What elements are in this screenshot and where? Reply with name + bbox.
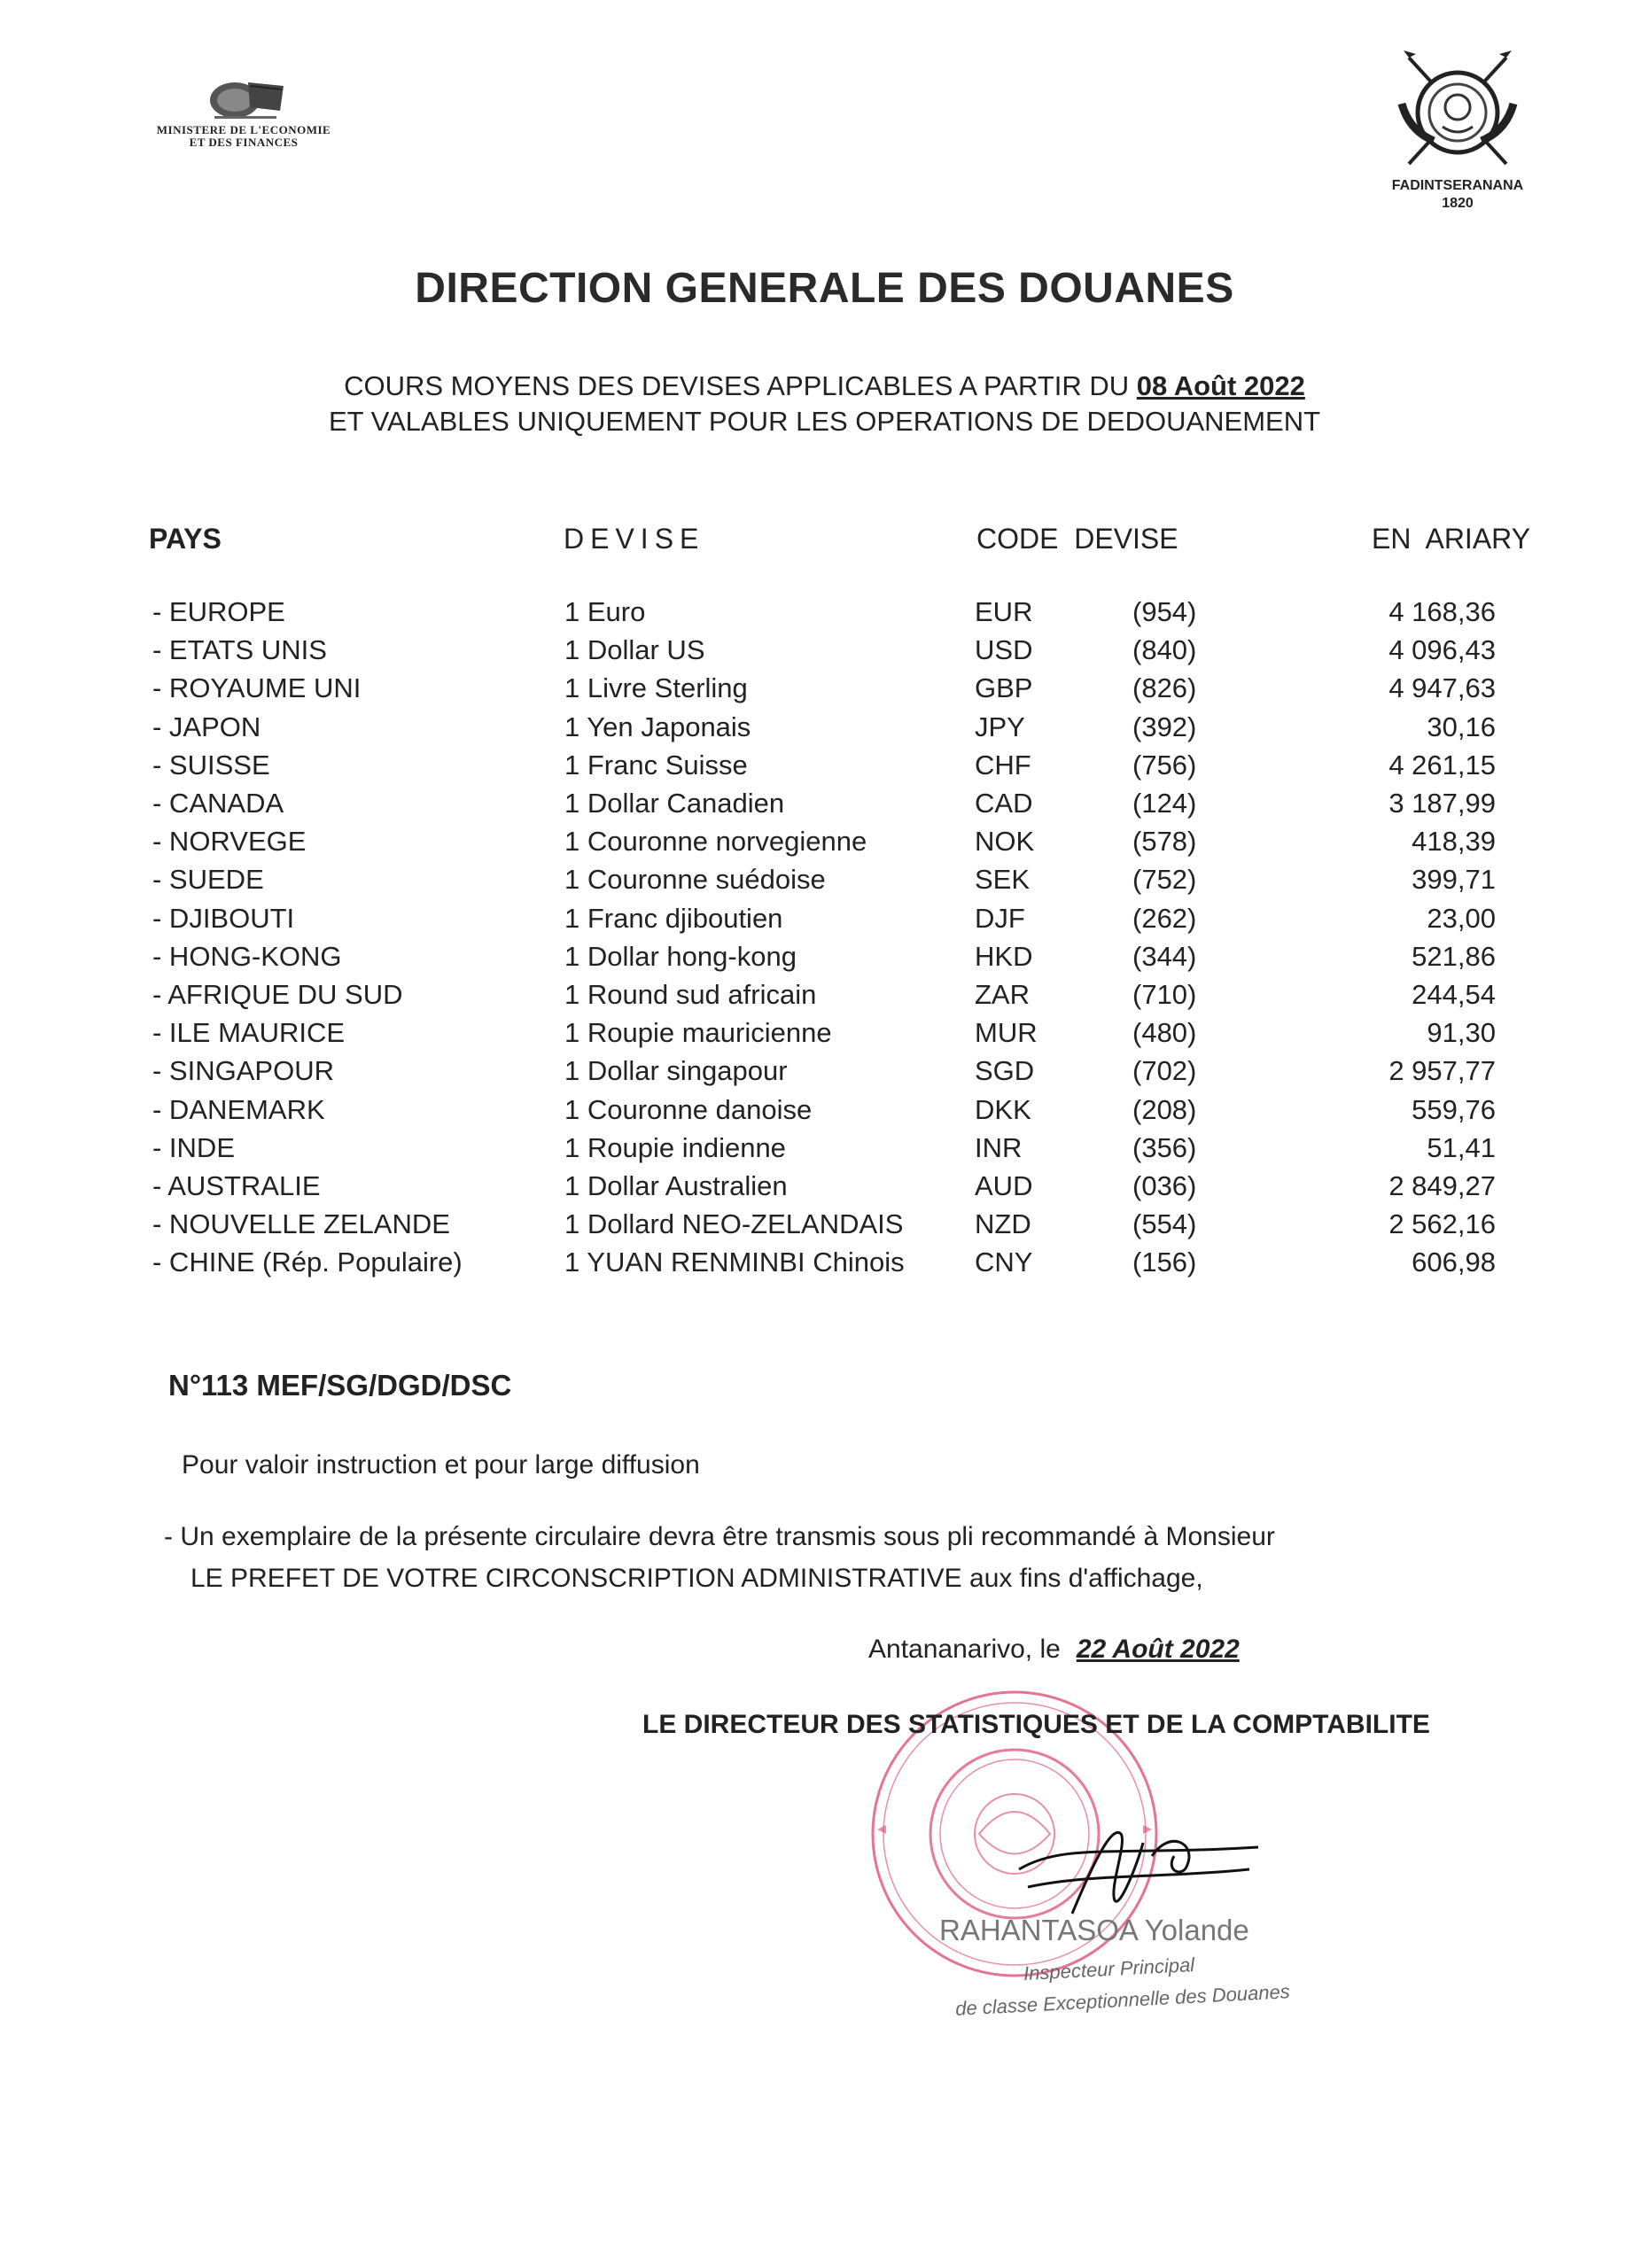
row-country: - AUSTRALIE — [152, 1170, 321, 1201]
subtitle-line-1 — [0, 370, 1649, 402]
row-code: DKK — [975, 1093, 1031, 1125]
row-currency: 1 Dollar Canadien — [564, 788, 785, 819]
row-country: - NORVEGE — [152, 826, 307, 858]
row-code: CAD — [975, 788, 1033, 819]
row-country: - EUROPE — [152, 596, 285, 627]
table-row — [0, 941, 1649, 979]
row-country: - NOUVELLE ZELANDE — [152, 1208, 450, 1240]
column-header-rate: EN ARIARY — [1372, 523, 1531, 555]
table-row — [0, 1094, 1649, 1132]
row-currency: 1 Couronne danoise — [564, 1093, 813, 1125]
row-numeric-code: (124) — [1132, 788, 1197, 819]
row-numeric-code: (262) — [1132, 902, 1197, 934]
row-numeric-code: (156) — [1132, 1247, 1197, 1278]
copy-notice-line-2: LE PREFET DE VOTRE CIRCONSCRIPTION ADMINISTRATIVE aux fins d'affichage, — [191, 1564, 1203, 1593]
column-header-country: PAYS — [149, 523, 222, 555]
table-row — [0, 1132, 1649, 1170]
signatory-role: Inspecteur Principal — [1023, 1953, 1195, 1985]
row-country: - AFRIQUE DU SUD — [152, 979, 403, 1010]
subtitle-prefix: COURS MOYENS DES DEVISES APPLICABLES A PARTIR DU — [344, 370, 1137, 401]
row-numeric-code: (752) — [1132, 864, 1197, 896]
row-numeric-code: (036) — [1132, 1170, 1197, 1201]
ministry-logo — [137, 66, 350, 149]
row-country: - SUEDE — [152, 864, 264, 896]
row-country: - SINGAPOUR — [152, 1055, 334, 1087]
row-country: - DANEMARK — [152, 1093, 325, 1125]
row-country: - CANADA — [152, 788, 284, 819]
row-currency: 1 Roupie mauricienne — [564, 1017, 832, 1049]
row-country: - ILE MAURICE — [152, 1017, 346, 1049]
instruction-text: Pour valoir instruction et pour large diffusion — [182, 1450, 700, 1480]
row-country: - INDE — [152, 1131, 235, 1163]
row-code: GBP — [975, 672, 1033, 704]
row-rate: 30,16 — [1427, 711, 1496, 742]
row-code: INR — [975, 1131, 1023, 1163]
table-row — [0, 1055, 1649, 1093]
place-and-date — [868, 1635, 1240, 1665]
row-rate: 418,39 — [1412, 826, 1496, 858]
row-code: JPY — [975, 711, 1025, 742]
row-currency: 1 Franc djiboutien — [564, 902, 783, 934]
row-rate: 2 957,77 — [1388, 1055, 1496, 1087]
row-rate: 4 168,36 — [1388, 596, 1496, 627]
signatory-grade: de classe Exceptionnelle des Douanes — [954, 1980, 1291, 2020]
page-title: DIRECTION GENERALE DES DOUANES — [415, 265, 1234, 312]
table-row — [0, 711, 1649, 750]
row-currency: 1 Couronne suédoise — [564, 864, 826, 896]
row-rate: 521,86 — [1412, 940, 1496, 972]
place: Antananarivo, le — [868, 1635, 1061, 1664]
row-currency: 1 Dollar hong-kong — [564, 940, 797, 972]
row-rate: 4 261,15 — [1388, 749, 1496, 781]
row-code: MUR — [975, 1017, 1038, 1049]
row-numeric-code: (756) — [1132, 749, 1197, 781]
row-code: DJF — [975, 902, 1025, 934]
table-row — [0, 672, 1649, 711]
row-code: AUD — [975, 1170, 1033, 1201]
table-row — [0, 979, 1649, 1017]
row-rate: 4 096,43 — [1388, 634, 1496, 666]
row-rate: 2 849,27 — [1388, 1170, 1496, 1201]
row-country: - CHINE (Rép. Populaire) — [152, 1247, 463, 1278]
copy-notice-line-1: - Un exemplaire de la présente circulaire devra être transmis sous pli recommandé à Monsieur — [164, 1522, 1275, 1551]
signature-date: 22 Août 2022 — [1076, 1635, 1240, 1664]
column-header-currency: DEVISE — [564, 523, 705, 555]
signatory-name: RAHANTASOA Yolande — [939, 1914, 1249, 1946]
row-numeric-code: (840) — [1132, 634, 1197, 666]
table-row — [0, 1208, 1649, 1247]
row-numeric-code: (554) — [1132, 1208, 1197, 1240]
row-currency: 1 Franc Suisse — [564, 749, 748, 781]
signatory-title: LE DIRECTEUR DES STATISTIQUES ET DE LA COMPTABILITE — [642, 1710, 1430, 1739]
table-row — [0, 634, 1649, 672]
ministry-emblem-icon — [195, 66, 292, 124]
row-currency: 1 Roupie indienne — [564, 1131, 786, 1163]
national-seal-icon — [1391, 49, 1524, 173]
table-row — [0, 864, 1649, 902]
row-rate: 51,41 — [1427, 1131, 1496, 1163]
row-currency: 1 Couronne norvegienne — [564, 826, 867, 858]
row-numeric-code: (480) — [1132, 1017, 1197, 1049]
column-header-code: CODE DEVISE — [976, 523, 1178, 555]
row-currency: 1 Round sud africain — [564, 979, 817, 1010]
row-country: - ROYAUME UNI — [152, 672, 362, 704]
effective-date: 08 Août 2022 — [1136, 370, 1305, 401]
row-currency: 1 Livre Sterling — [564, 672, 748, 704]
row-rate: 399,71 — [1412, 864, 1496, 896]
row-currency: 1 Dollar Australien — [564, 1170, 788, 1201]
row-code: SEK — [975, 864, 1031, 896]
row-rate: 91,30 — [1427, 1017, 1496, 1049]
row-rate: 244,54 — [1412, 979, 1496, 1010]
row-numeric-code: (578) — [1132, 826, 1197, 858]
row-rate: 559,76 — [1412, 1093, 1496, 1125]
row-rate: 4 947,63 — [1388, 672, 1496, 704]
row-rate: 23,00 — [1427, 902, 1496, 934]
row-numeric-code: (954) — [1132, 596, 1197, 627]
table-row — [0, 903, 1649, 941]
row-numeric-code: (702) — [1132, 1055, 1197, 1087]
row-code: ZAR — [975, 979, 1030, 1010]
row-currency: 1 Yen Japonais — [564, 711, 751, 742]
row-country: - JAPON — [152, 711, 261, 742]
row-code: EUR — [975, 596, 1033, 627]
national-emblem — [1378, 49, 1537, 213]
table-row — [0, 788, 1649, 826]
ministry-name-line-2: ET DES FINANCES — [189, 136, 299, 149]
motto-year: 1820 — [1442, 196, 1474, 211]
row-numeric-code: (710) — [1132, 979, 1197, 1010]
row-country: - HONG-KONG — [152, 940, 342, 972]
table-row — [0, 596, 1649, 634]
table-row — [0, 826, 1649, 864]
row-currency: 1 Euro — [564, 596, 646, 627]
table-row — [0, 750, 1649, 788]
row-rate: 2 562,16 — [1388, 1208, 1496, 1240]
row-numeric-code: (392) — [1132, 711, 1197, 742]
row-code: CNY — [975, 1247, 1033, 1278]
ministry-name-line-1: MINISTERE DE L'ECONOMIE — [156, 123, 331, 136]
row-code: HKD — [975, 940, 1033, 972]
subtitle-line-2: ET VALABLES UNIQUEMENT POUR LES OPERATIONS DE DEDOUANEMENT — [328, 406, 1321, 437]
row-code: USD — [975, 634, 1033, 666]
row-numeric-code: (344) — [1132, 940, 1197, 972]
row-code: NZD — [975, 1208, 1031, 1240]
motto: FADINTSERANANA — [1391, 178, 1524, 193]
row-numeric-code: (826) — [1132, 672, 1197, 704]
row-rate: 3 187,99 — [1388, 788, 1496, 819]
row-currency: 1 Dollar singapour — [564, 1055, 788, 1087]
row-code: NOK — [975, 826, 1035, 858]
row-numeric-code: (208) — [1132, 1093, 1197, 1125]
row-currency: 1 Dollar US — [564, 634, 705, 666]
row-numeric-code: (356) — [1132, 1131, 1197, 1163]
circular-reference: N°113 MEF/SG/DGD/DSC — [168, 1369, 512, 1402]
row-country: - DJIBOUTI — [152, 902, 295, 934]
row-country: - SUISSE — [152, 749, 270, 781]
handwritten-signature-icon — [1010, 1807, 1267, 1931]
table-row — [0, 1017, 1649, 1055]
table-row — [0, 1247, 1649, 1285]
row-country: - ETATS UNIS — [152, 634, 327, 666]
row-currency: 1 YUAN RENMINBI Chinois — [564, 1247, 905, 1278]
row-currency: 1 Dollard NEO-ZELANDAIS — [564, 1208, 904, 1240]
table-row — [0, 1170, 1649, 1208]
row-code: CHF — [975, 749, 1031, 781]
row-rate: 606,98 — [1412, 1247, 1496, 1278]
row-code: SGD — [975, 1055, 1035, 1087]
